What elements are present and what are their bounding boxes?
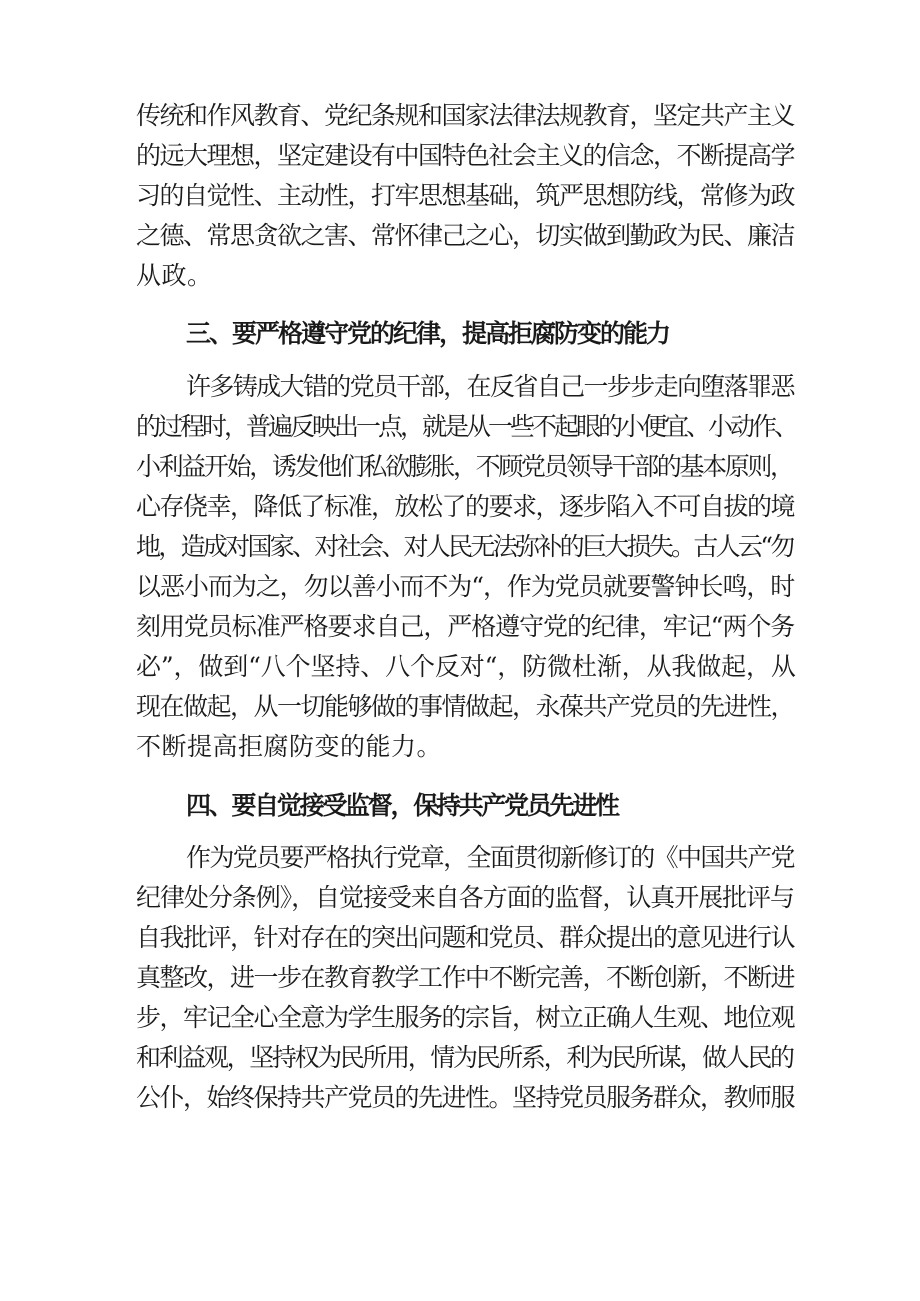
paragraph-line: 的远大理想，坚定建设有中国特色社会主义的信念，不断提高学 bbox=[136, 141, 795, 170]
paragraph-line: 不断提高拒腐防变的能力。 bbox=[136, 732, 443, 761]
paragraph-line: 以恶小而为之，勿以善小而不为“，作为党员就要警钟长鸣，时 bbox=[136, 572, 795, 601]
paragraph-line: 传统和作风教育、党纪条规和国家法律法规教育，坚定共产主义 bbox=[136, 101, 795, 130]
paragraph-line: 步，牢记全心全意为学生服务的宗旨，树立正确人生观、地位观 bbox=[136, 1003, 795, 1032]
paragraph-line: 刻用党员标准严格要求自己，严格遵守党的纪律，牢记“两个务 bbox=[136, 612, 795, 641]
paragraph-line: 公仆，始终保持共产党员的先进性。坚持党员服务群众，教师服 bbox=[136, 1083, 795, 1112]
paragraph-line: 心存侥幸，降低了标准，放松了的要求，逐步陷入不可自拔的境 bbox=[136, 492, 795, 521]
paragraph-line: 许多铸成大错的党员干部，在反省自己一步步走向堕落罪恶 bbox=[186, 372, 794, 401]
paragraph-line: 作为党员要严格执行党章，全面贯彻新修订的《中国共产党 bbox=[186, 843, 794, 872]
paragraph-line: 之德、常思贪欲之害、常怀律己之心，切实做到勤政为民、廉洁 bbox=[136, 221, 795, 250]
paragraph-line: 现在做起，从一切能够做的事情做起，永葆共产党员的先进性， bbox=[136, 692, 795, 721]
paragraph-line: 习的自觉性、主动性，打牢思想基础，筑严思想防线，常修为政 bbox=[136, 181, 795, 210]
paragraph-line: 从政。 bbox=[136, 261, 213, 290]
paragraph-line: 自我批评，针对存在的突出问题和党员、群众提出的意见进行认 bbox=[136, 923, 795, 952]
paragraph-line: 必”，做到“八个坚持、八个反对“，防微杜渐，从我做起，从 bbox=[136, 652, 796, 681]
section-heading: 四、要自觉接受监督，保持共产党员先进性 bbox=[186, 791, 618, 820]
paragraph-line: 小利益开始，诱发他们私欲膨胀，不顾党员领导干部的基本原则， bbox=[136, 452, 793, 481]
paragraph-line: 真整改，进一步在教育教学工作中不断完善，不断创新，不断进 bbox=[136, 963, 795, 992]
paragraph-line: 和利益观，坚持权为民所用，情为民所系，利为民所谋，做人民的 bbox=[136, 1043, 793, 1072]
paragraph-line: 的过程时，普遍反映出一点，就是从一些不起眼的小便宜、小动作、 bbox=[136, 412, 797, 441]
paragraph-line: 纪律处分条例》，自觉接受来自各方面的监督，认真开展批评与 bbox=[136, 883, 794, 912]
paragraph-line: 地，造成对国家、对社会、对人民无法弥补的巨大损失。古人云“勿 bbox=[136, 532, 793, 561]
section-heading: 三、要严格遵守党的纪律，提高拒腐防变的能力 bbox=[186, 319, 670, 348]
